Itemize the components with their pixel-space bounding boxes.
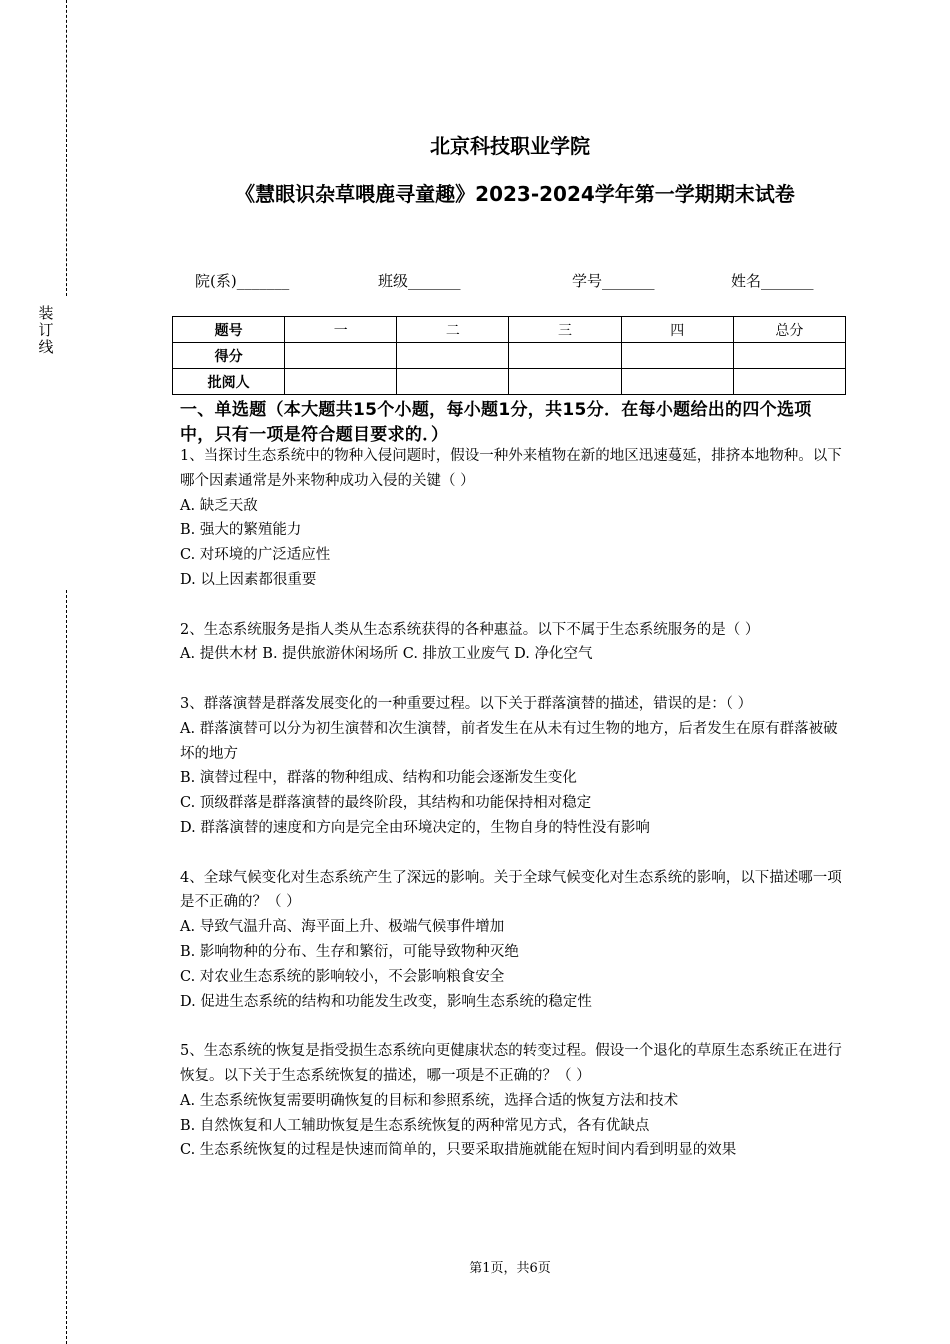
reviewer-cell [509,369,621,395]
question-stem: 5、生态系统的恢复是指受损生态系统向更健康状态的转变过程。假设一个退化的草原生态系统正在进行恢复。以下关于生态系统恢复的描述，哪一项是不正确的？（ ） [180,1043,842,1084]
question-stem: 1、当探讨生态系统中的物种入侵问题时，假设一种外来植物在新的地区迅速蔓延，排挤本地物种。以下哪个因素通常是外来物种成功入侵的关键（ ） [180,448,842,489]
option: C. 对环境的广泛适应性 [180,547,331,564]
score-cell [509,343,621,369]
reviewer-cell [397,369,509,395]
section-heading: 一、单选题（本大题共15个小题，每小题1分，共15分．在每小题给出的四个选项中，只有一项是符合题目要求的．） [180,400,812,445]
score-table-header-cell: 题号 [173,317,285,343]
student-id-field: 学号_______ [572,272,655,290]
score-cell [621,343,733,369]
score-table-header-cell: 四 [621,317,733,343]
score-table [172,316,846,395]
option: B. 强大的繁殖能力 [180,522,302,539]
question-list [180,444,848,1188]
exam-title: 《慧眼识杂草喂鹿寻童趣》2023-2024学年第一学期期末试卷 [235,182,795,206]
option: A. 提供木材 B. 提供旅游休闲场所 C. 排放工业废气 D. 净化空气 [180,646,593,663]
option: C. 顶级群落是群落演替的最终阶段，其结构和功能保持相对稳定 [180,795,592,812]
binding-label [37,305,55,356]
question-stem: 2、生态系统服务是指人类从生态系统获得的各种惠益。以下不属于生态系统服务的是（ ） [180,621,760,638]
option: C. 对农业生态系统的影响较小，不会影响粮食安全 [180,968,505,985]
binding-line-bottom [66,590,67,1344]
school-name: 北京科技职业学院 [430,134,590,158]
score-table-header-cell: 一 [285,317,397,343]
question-stem: 3、群落演替是群落发展变化的一种重要过程。以下关于群落演替的描述，错误的是：（ ） [180,695,753,712]
option: A. 生态系统恢复需要明确恢复的目标和参照系统，选择合适的恢复方法和技术 [180,1092,679,1109]
question-1 [180,444,848,593]
score-table-header-cell: 总分 [733,317,845,343]
binding-char: 订 [38,321,54,339]
reviewer-row [173,369,846,395]
reviewer-cell [621,369,733,395]
option: A. 导致气温升高、海平面上升、极端气候事件增加 [180,919,505,936]
score-cell [397,343,509,369]
option: B. 自然恢复和人工辅助恢复是生态系统恢复的两种常见方式，各有优缺点 [180,1117,650,1134]
option: B. 影响物种的分布、生存和繁衍，可能导致物种灭绝 [180,943,519,960]
question-4 [180,866,848,1015]
option: D. 群落演替的速度和方向是完全由环境决定的，生物自身的特性没有影响 [180,819,650,836]
reviewer-cell [285,369,397,395]
question-3 [180,692,848,841]
score-cell [285,343,397,369]
score-table-header-row [173,317,846,343]
department-field: 院(系)_______ [195,272,290,290]
class-field: 班级_______ [378,272,461,290]
option: D. 以上因素都很重要 [180,571,317,588]
score-table-header-cell: 二 [397,317,509,343]
option: A. 缺乏天敌 [180,497,258,514]
score-cell [733,343,845,369]
option: D. 促进生态系统的结构和功能发生改变，影响生态系统的稳定性 [180,993,592,1010]
question-stem: 4、全球气候变化对生态系统产生了深远的影响。关于全球气候变化对生态系统的影响，以下描述哪一项是不正确的？（ ） [180,869,842,911]
option: C. 生态系统恢复的过程是快速而简单的，只要采取措施就能在短时间内看到明显的效果 [180,1142,737,1159]
question-2 [180,618,848,668]
score-row [173,343,846,369]
binding-char: 线 [38,338,54,356]
binding-char: 装 [38,304,54,322]
score-table-header-cell: 三 [509,317,621,343]
score-row-label: 得分 [173,343,285,369]
name-field: 姓名_______ [731,272,814,290]
reviewer-cell [733,369,845,395]
option: B. 演替过程中，群落的物种组成、结构和功能会逐渐发生变化 [180,770,577,787]
option: A. 群落演替可以分为初生演替和次生演替，前者发生在从未有过生物的地方，后者发生在原有群落被破坏的地方 [180,720,838,762]
page-number: 第1页，共6页 [469,1261,551,1276]
question-5 [180,1039,848,1163]
reviewer-row-label: 批阅人 [173,369,285,395]
